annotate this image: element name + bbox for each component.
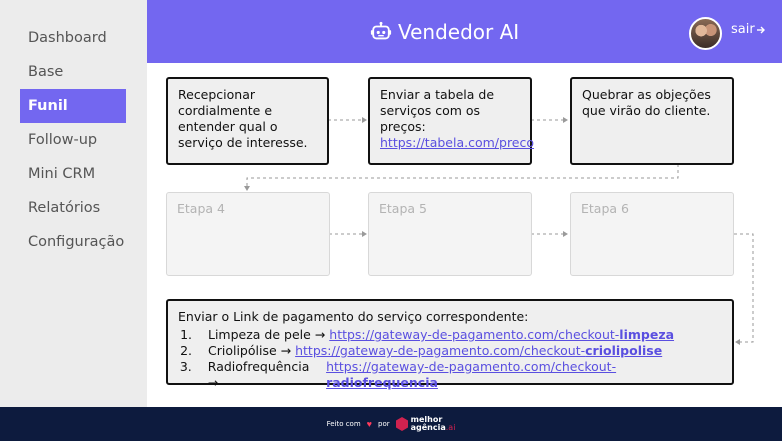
sidebar-item-dashboard[interactable]: Dashboard xyxy=(28,30,107,46)
payment-links-list xyxy=(178,327,722,391)
arrowhead-3-4 xyxy=(244,186,250,191)
logo-mark-icon xyxy=(396,417,408,431)
list-item xyxy=(178,359,722,391)
payment-link-limpeza[interactable]: https://gateway-de-pagamento.com/checkout-limpeza xyxy=(329,327,675,342)
sidebar-item-mini-crm[interactable]: Mini CRM xyxy=(28,166,96,182)
step-3-text: Quebrar as objeções que virão do cliente. xyxy=(582,87,711,118)
step-2-text: Enviar a tabela de serviços com os preços: xyxy=(380,87,495,134)
sidebar-item-relatorios[interactable]: Relatórios xyxy=(28,200,101,216)
app-title: Vendedor AI xyxy=(398,20,520,44)
arrow-right-icon xyxy=(756,25,766,35)
sidebar-item-configuracao[interactable]: Configuração xyxy=(28,234,125,250)
header xyxy=(147,0,782,63)
footer-credit-prefix: Feito com xyxy=(326,420,361,428)
brand xyxy=(370,16,519,48)
step-6-label: Etapa 6 xyxy=(581,201,629,216)
list-item-number: 3. xyxy=(179,359,192,374)
funnel-step-7[interactable] xyxy=(166,299,734,390)
funnel-step-4[interactable] xyxy=(166,192,330,276)
list-item-number: 2. xyxy=(180,343,192,358)
connector-3-4 xyxy=(247,164,678,189)
funnel-step-1[interactable] xyxy=(166,77,329,165)
sidebar-item-follow-up[interactable]: Follow-up xyxy=(28,132,98,148)
step-1-text: Recepcionar cordialmente e entender qual o serviço de interesse. xyxy=(178,87,308,150)
funnel-step-5[interactable] xyxy=(368,192,532,276)
list-item-number: 1. xyxy=(180,327,192,342)
connector-6-7 xyxy=(734,234,753,342)
footer xyxy=(0,407,782,441)
payment-link-criolipolise[interactable]: https://gateway-de-pagamento.com/checkout-criolipolise xyxy=(295,343,663,358)
list-item-label: Limpeza de pele → xyxy=(208,327,326,342)
logout-button[interactable] xyxy=(731,22,766,37)
funnel-step-3[interactable] xyxy=(570,77,734,165)
footer-credit-suffix: por xyxy=(378,420,390,428)
step-4-label: Etapa 4 xyxy=(177,201,225,216)
list-item-label: Criolipólise → xyxy=(208,343,292,358)
heart-icon: ♥ xyxy=(366,419,373,429)
footer-logo[interactable] xyxy=(396,416,456,432)
list-item-label: Radiofrequência → xyxy=(207,359,310,390)
footer-logo-suffix: .ai xyxy=(445,423,456,432)
sidebar-item-funil[interactable]: Funil xyxy=(20,89,126,123)
arrowhead-6-7 xyxy=(735,339,740,345)
arrowhead-2-3 xyxy=(563,117,568,123)
arrowhead-5-6 xyxy=(563,231,568,237)
robot-icon xyxy=(370,21,392,43)
arrowhead-4-5 xyxy=(362,231,367,237)
funnel-step-2[interactable] xyxy=(368,77,535,165)
step-5-label: Etapa 5 xyxy=(379,201,427,216)
footer-logo-line1: melhor xyxy=(410,415,443,424)
arrowhead-1-2 xyxy=(362,117,367,123)
logout-label: sair xyxy=(731,22,755,37)
footer-logo-line2: agência xyxy=(410,423,446,432)
step-7-intro: Enviar o Link de pagamento do serviço correspondente: xyxy=(178,309,529,324)
list-item xyxy=(178,327,722,343)
price-table-link[interactable]: https://tabela.com/preco xyxy=(380,135,535,150)
list-item xyxy=(178,343,722,359)
sidebar xyxy=(0,0,147,407)
funnel-step-6[interactable] xyxy=(570,192,734,276)
sidebar-item-base[interactable]: Base xyxy=(28,64,64,80)
payment-link-radiofrequencia[interactable]: https://gateway-de-pagamento.com/checkout-radiofrequencia xyxy=(326,359,617,390)
avatar[interactable] xyxy=(689,17,722,50)
